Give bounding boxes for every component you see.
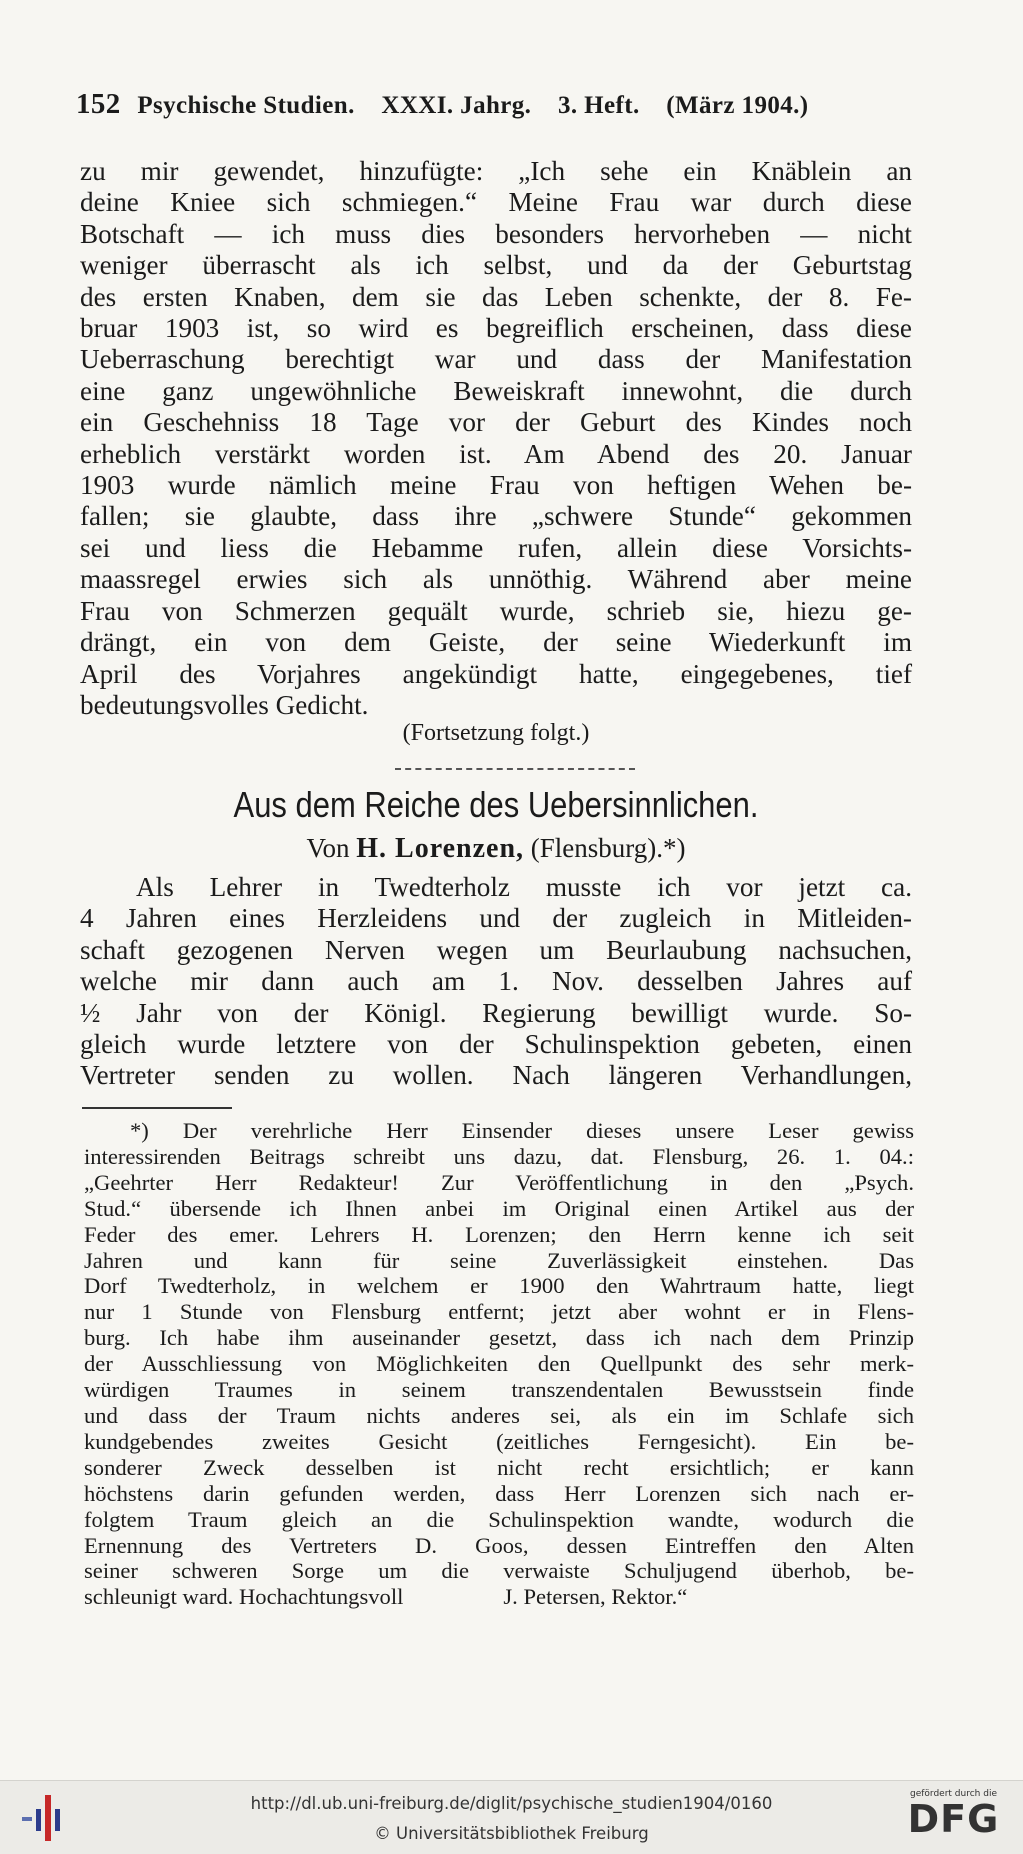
footnote-line: interessirenden Beitrags schreibt uns dazu, dat. Flensburg, 26. 1. 04.:	[84, 1143, 914, 1169]
text-line: deine Kniee sich schmiegen.“ Meine Frau war durch diese	[80, 187, 912, 218]
text-line: Als Lehrer in Twedterholz musste ich vor jetzt ca.	[136, 872, 912, 902]
text-line: sei und liess die Hebamme rufen, allein diese Vorsichts-	[80, 532, 912, 563]
volume: XXXI. Jahrg.	[381, 92, 532, 119]
text-line: fallen; sie glaubte, dass ihre „schwere Stunde“ gekommen	[80, 501, 912, 532]
footnote-line: und dass der Traum nichts anderes sei, als ein im Schlafe sich	[84, 1402, 914, 1428]
footnote-line: würdigen Traumes in seinem transzendentalen Bewusstsein finde	[84, 1377, 914, 1403]
footnote-line: Feder des emer. Lehrers H. Lorenzen; den Herrn kenne ich seit	[84, 1221, 914, 1247]
footnote-line: Dorf Twedterholz, in welchem er 1900 den Wahrtraum hatte, liegt	[84, 1273, 914, 1299]
text-line: ein Geschehniss 18 Tage vor der Geburt des Kindes noch	[80, 407, 912, 438]
continuation-note: (Fortsetzung folgt.)	[402, 720, 590, 746]
text-line: bruar 1903 ist, so wird es begreiflich erscheinen, dass diese	[80, 313, 912, 344]
copyright-notice: © Universitätsbibliothek Freiburg	[374, 1824, 649, 1843]
text-line: bedeutungsvolles Gedicht.	[80, 689, 369, 720]
dfg-wordmark: DFG	[907, 1797, 1000, 1841]
running-header	[76, 88, 936, 121]
footnote-closing: schleunigt ward. Hochachtungsvoll	[84, 1584, 404, 1610]
footnote-line: der Ausschliessung von Möglichkeiten den Quellpunkt des sehr merk-	[84, 1351, 914, 1377]
text-line: Frau von Schmerzen gequält wurde, schrieb sie, hiezu ge-	[80, 595, 912, 626]
footnote-line: folgtem Traum gleich an die Schulinspektion wandte, wodurch die	[84, 1506, 914, 1532]
footnote	[84, 1118, 914, 1610]
footnote-signature: J. Petersen, Rektor.“	[503, 1584, 688, 1610]
byline-prefix: Von	[306, 833, 350, 863]
footnote-line: nur 1 Stunde von Flensburg entfernt; jetzt aber wohnt er in Flens-	[84, 1299, 914, 1325]
footnote-closing-line	[84, 1584, 914, 1610]
dfg-logo	[896, 1789, 1011, 1839]
footnote-line: kundgebendes zweites Gesicht (zeitliches Ferngesicht). Ein be-	[84, 1428, 914, 1454]
byline-location: (Flensburg).*)	[530, 833, 686, 863]
viewer-footer	[0, 1780, 1023, 1854]
footnote-line: seiner schweren Sorge um die verwaiste Schuljugend überhob, be-	[84, 1558, 914, 1584]
text-line: ½ Jahr von der Königl. Regierung bewilligt wurde. So-	[80, 997, 912, 1028]
text-line: zu mir gewendet, hinzufügte: „Ich sehe ein Knäblein an	[80, 156, 912, 186]
text-line: des ersten Knaben, dem sie das Leben schenkte, der 8. Fe-	[80, 281, 912, 312]
text-line: weniger überrascht als ich selbst, und da der Geburtstag	[80, 250, 912, 281]
main-text	[80, 156, 912, 721]
text-line: 1903 wurde nämlich meine Frau von heftigen Wehen be-	[80, 470, 912, 501]
text-line: schaft gezogenen Nerven wegen um Beurlaubung nachsuchen,	[80, 934, 912, 965]
footnote-rule	[82, 1107, 232, 1109]
text-line: Ueberraschung berechtigt war und dass der Manifestation	[80, 344, 912, 375]
text-line: maassregel erwies sich als unnöthig. Während aber meine	[80, 564, 912, 595]
footnote-line: Jahren und kann für seine Zuverlässigkeit einstehen. Das	[84, 1247, 914, 1273]
section-divider	[395, 768, 635, 770]
text-line: Botschaft — ich muss dies besonders hervorheben — nicht	[80, 218, 912, 249]
author-name: H. Lorenzen,	[356, 833, 525, 864]
text-line: 4 Jahren eines Herzleidens und der zugleich in Mitleiden-	[80, 903, 912, 934]
footnote-line: Ernennung des Vertreters D. Goos, dessen Eintreffen den Alten	[84, 1532, 914, 1558]
text-line: April des Vorjahres angekündigt hatte, eingegebenes, tief	[80, 658, 912, 689]
article-title: Aus dem Reiche des Uebersinnlichen.	[233, 784, 759, 825]
article-byline	[80, 833, 912, 865]
permalink-url[interactable]: http://dl.ub.uni-freiburg.de/diglit/psychische_studien1904/0160	[250, 1794, 773, 1813]
footnote-line: *) Der verehrliche Herr Einsender dieses unsere Leser gewiss	[130, 1118, 914, 1143]
footnote-line: burg. Ich habe ihm auseinander gesetzt, dass ich nach dem Prinzip	[84, 1325, 914, 1351]
footnote-line: „Geehrter Herr Redakteur! Zur Veröffentlichung in den „Psych.	[84, 1169, 914, 1195]
journal-title: Psychische Studien.	[137, 92, 355, 119]
text-line: Vertreter senden zu wollen. Nach längeren Verhandlungen,	[80, 1060, 912, 1091]
issue: 3. Heft.	[557, 92, 640, 119]
article-text	[80, 872, 912, 1092]
footnote-line: sonderer Zweck desselben ist nicht recht ersichtlich; er kann	[84, 1454, 914, 1480]
text-line: drängt, ein von dem Geiste, der seine Wiederkunft im	[80, 627, 912, 658]
dfg-caption: gefördert durch die	[910, 1789, 997, 1799]
text-line: welche mir dann auch am 1. Nov. desselben Jahres auf	[80, 966, 912, 997]
page-number: 152	[76, 88, 121, 120]
footnote-line: höchstens darin gefunden werden, dass Herr Lorenzen sich nach er-	[84, 1480, 914, 1506]
footnote-line: Stud.“ übersende ich Ihnen anbei im Original einen Artikel aus der	[84, 1195, 914, 1221]
issue-date: (März 1904.)	[666, 92, 809, 119]
text-line: gleich wurde letztere von der Schulinspektion gebeten, einen	[80, 1029, 912, 1060]
text-line: eine ganz ungewöhnliche Beweiskraft innewohnt, die durch	[80, 375, 912, 406]
text-line: erheblich verstärkt worden ist. Am Abend des 20. Januar	[80, 438, 912, 469]
